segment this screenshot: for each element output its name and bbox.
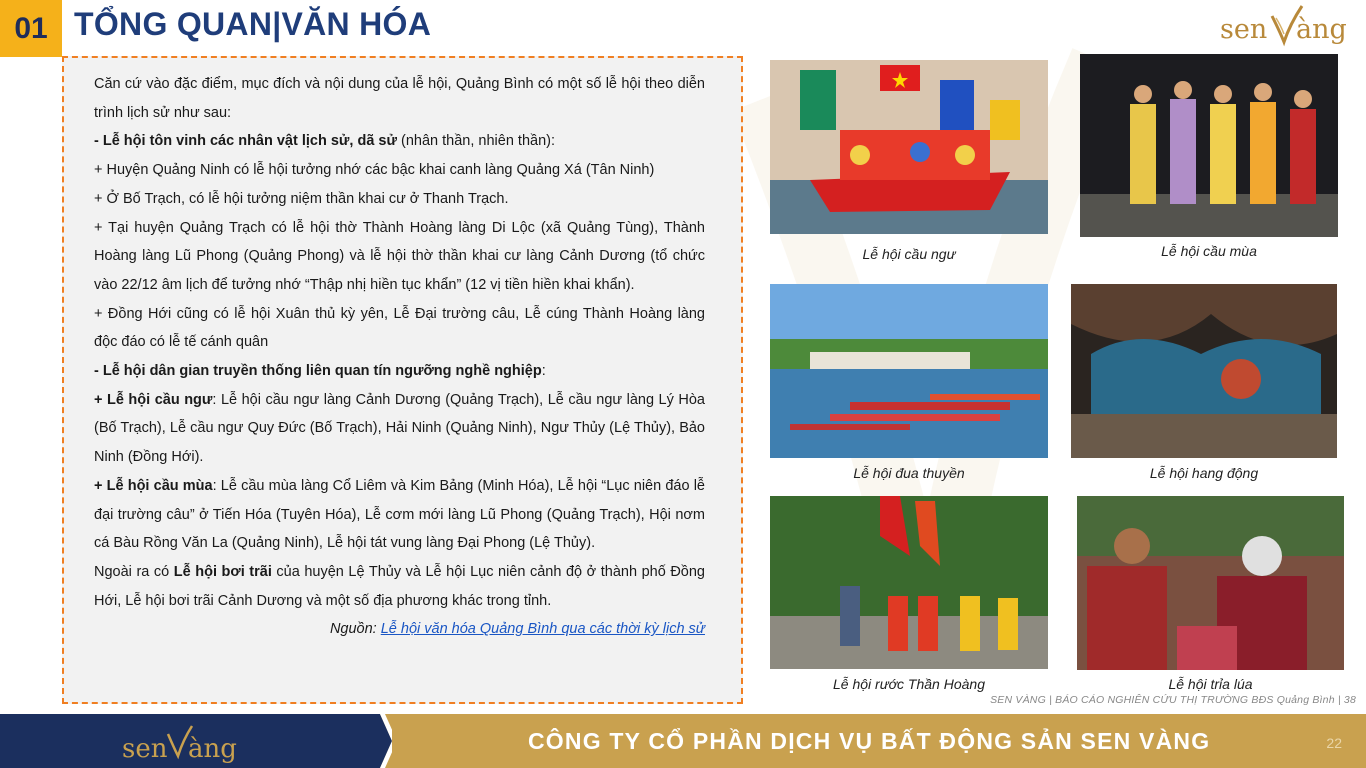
svg-text:sen: sen: [1220, 14, 1268, 45]
footer-brand-block: [0, 714, 392, 768]
paragraph-quang-trach: + Tại huyện Quảng Trạch có lễ hội thờ Thành Hoàng làng Di Lộc (xã Quảng Tùng), Thành Hoàng làng Lũ Phong (Quảng Phong) và lễ hội thờ thần khai cư làng Cảnh Dương (tổ chức vào 22/12 âm lịch để tưởng nhớ “Thập nhị hiền tục khẩn” (12 vị tiền hiền khai khẩn).: [94, 219, 705, 293]
brand-logo: [1218, 2, 1354, 48]
paragraph-cau-ngu: + Lễ hội cầu ngư: Lễ hội cầu ngư làng Cảnh Dương (Quảng Trạch), Lễ cầu ngư làng Lý Hòa (Bố Trạch), Lễ cầu ngư Quy Đức (Bố Trạch), Hải Ninh (Quảng Ninh), Ngư Thủy (Lệ Thủy), Bảo Ninh (Đồng Hới).: [94, 391, 705, 466]
page-number: 22: [1326, 735, 1342, 751]
caption-harvest-prayer: Lễ hội cầu mùa: [1161, 243, 1257, 259]
paragraph-quang-ninh: + Huyện Quảng Ninh có lễ hội tưởng nhớ các bậc khai canh làng Quảng Xá (Tân Ninh): [94, 162, 655, 179]
page-title: TỔNG QUAN|VĂN HÓA: [74, 6, 432, 42]
paragraph-heading-historic: - Lễ hội tôn vinh các nhân vật lịch sử, dã sử (nhân thần, nhiên thần):: [94, 133, 556, 150]
paragraph-boi-trai: Ngoài ra có Lễ hội bơi trãi của huyện Lệ Thủy và Lễ hội Lục niên cảnh độ ở thành phố Đồng Hới, Lễ hội bơi trãi Cảnh Dương và một số địa phương khác trong tỉnh.: [94, 563, 705, 609]
report-line: SEN VÀNG | BÁO CÁO NGHIÊN CỨU THỊ TRƯỜNG BĐS Quảng Bình | 38: [990, 694, 1356, 706]
source-line: Nguồn: Lễ hội văn hóa Quảng Bình qua các thời kỳ lịch sử: [329, 621, 705, 638]
caption-cave-festival: Lễ hội hang động: [1149, 465, 1259, 481]
photo-boat-race: [770, 284, 1048, 458]
paragraph-dong-hoi: + Đồng Hới cũng có lễ hội Xuân thủ kỳ yên, Lễ Đại trường câu, Lễ cúng Thành Hoàng làng độc đáo có lễ tế cánh quân: [94, 305, 705, 351]
photo-procession: [770, 496, 1048, 669]
caption-rice-sowing: Lễ hội trỉa lúa: [1168, 676, 1253, 692]
photo-fishing-festival: [770, 60, 1048, 234]
caption-fishing-festival: Lễ hội cầu ngư: [862, 246, 956, 262]
svg-text:àng: àng: [188, 734, 237, 764]
svg-text:àng: àng: [1296, 14, 1347, 45]
footer-bar: [0, 714, 1366, 768]
photo-rice-sowing: [1077, 496, 1344, 670]
paragraph-cau-mua: + Lễ hội cầu mùa: Lễ cầu mùa làng Cổ Liêm và Kim Bảng (Minh Hóa), Lễ hội “Lục niên đáo lễ đại trường câu” ở Tiến Hóa (Tuyên Hóa), Lễ cơm mới làng Lũ Phong (Quảng Trạch), Hội nơm cá Bàu Rồng Văn La (Quảng Ninh), Lễ hội tát vung làng Đại Phong (Lệ Thủy).: [94, 477, 705, 552]
paragraph-heading-folk: - Lễ hội dân gian truyền thống liên quan tín ngưỡng nghề nghiệp:: [94, 363, 546, 380]
source-link[interactable]: Lễ hội văn hóa Quảng Bình qua các thời kỳ lịch sử: [380, 621, 705, 638]
svg-text:sen: sen: [122, 734, 168, 764]
photo-cave-festival: [1071, 284, 1337, 458]
photo-harvest-prayer: [1080, 54, 1338, 237]
paragraph-intro: Căn cứ vào đặc điểm, mục đích và nội dung của lễ hội, Quảng Bình có một số lễ hội theo diễn trình lịch sử như sau:: [94, 76, 705, 121]
caption-boat-race: Lễ hội đua thuyền: [853, 465, 965, 481]
content-panel: [62, 56, 743, 704]
footer-company-name: CÔNG TY CỔ PHẦN DỊCH VỤ BẤT ĐỘNG SẢN SEN VÀNG: [528, 728, 1211, 754]
paragraph-bo-trach: + Ở Bố Trạch, có lễ hội tưởng niệm thần khai cư ở Thanh Trạch.: [94, 190, 509, 207]
section-number: 01: [0, 0, 62, 57]
caption-procession: Lễ hội rước Thần Hoàng: [833, 676, 985, 692]
